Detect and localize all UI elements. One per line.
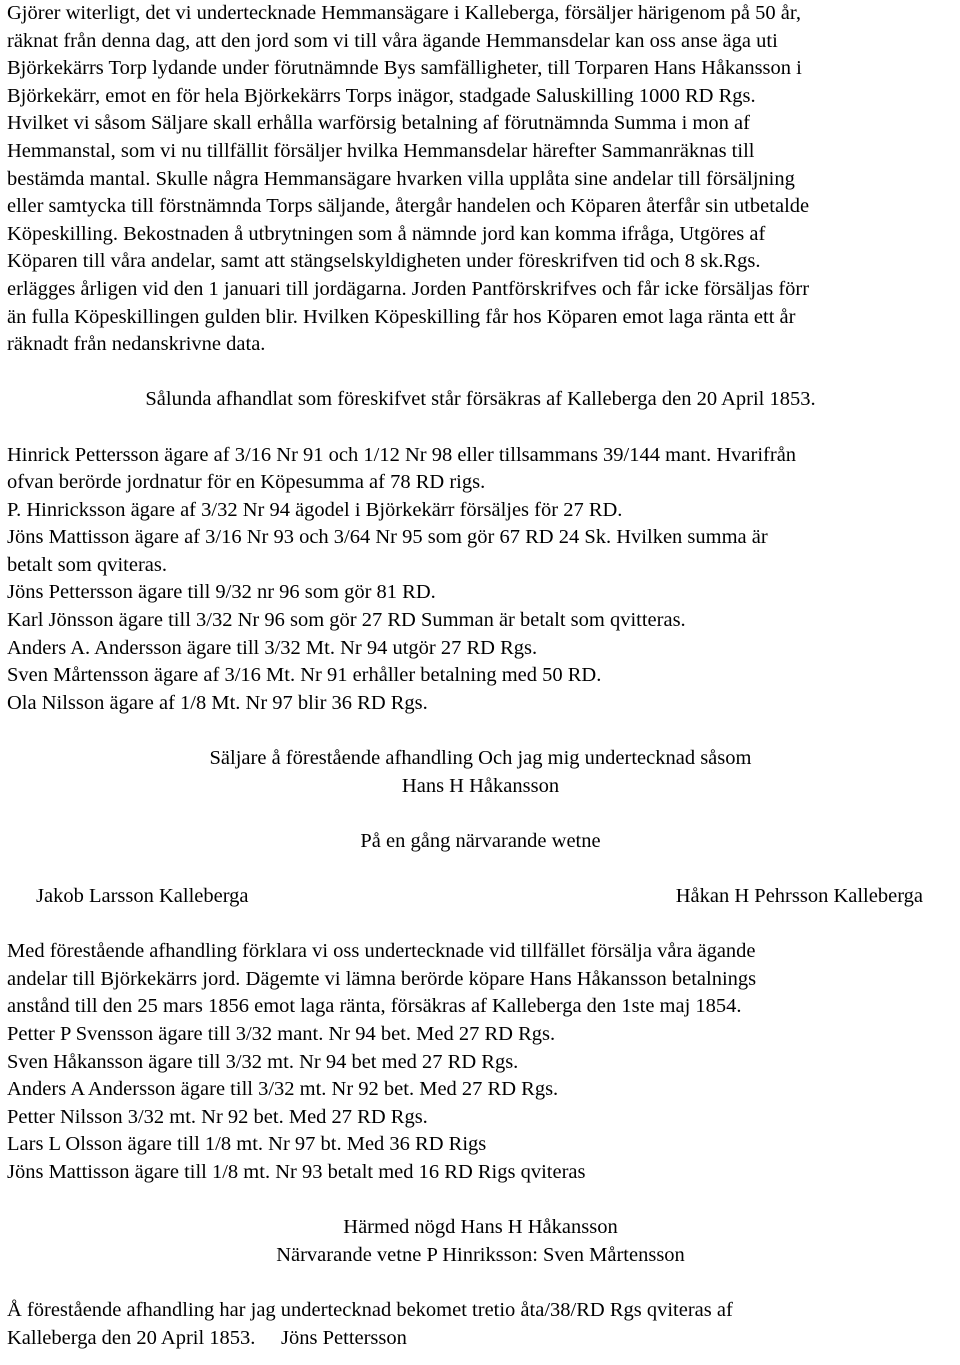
text-line: På en gång närvarande wetne (360, 829, 601, 852)
spacer (7, 1269, 954, 1297)
text-line: Hvilket vi såsom Säljare skall erhålla warförsig betalning af förutnämnda Summa i mon af (7, 112, 750, 135)
text-line: Björkekärrs Torp lydande under förutnämnde Bys samfälligheter, till Torparen Hans Håkansson i (7, 57, 802, 80)
text-line: räknadt från nedanskrivne data. (7, 333, 266, 356)
spacer (7, 911, 954, 939)
text-line: räknat från denna dag, att den jord som vi till våra ägande Hemmansdelar kan oss anse äga uti (7, 29, 778, 52)
spacer (7, 1187, 954, 1215)
text-line: ofvan berörde jordnatur för en Köpesumma af 78 RD rigs. (7, 471, 486, 494)
text-line: eller samtycka till förstnämnda Torps säljande, återgår handelen och Köparen återfår sin utbetalde (7, 195, 810, 218)
text-line: Karl Jönsson ägare till 3/32 Nr 96 som gör 27 RD Summan är betalt som qvitteras. (7, 609, 686, 632)
spacer (7, 359, 954, 387)
agreement-line (7, 386, 954, 414)
witness-row (7, 883, 954, 911)
text-line: Petter Nilsson 3/32 mt. Nr 92 bet. Med 27 RD Rgs. (7, 1105, 428, 1128)
text-line: bestämda mantal. Skulle några Hemmansägare hvarken villa upplåta sine andelar till försäljning (7, 167, 795, 190)
text-line: P. Hinricksson ägare af 3/32 Nr 94 ägodel i Björkekärr försäljes för 27 RD. (7, 498, 623, 521)
owners-list (7, 442, 954, 718)
second-paragraph (7, 938, 954, 1186)
text-line: Köparen till våra andelar, samt att stängselskyldigheten under föreskrifven tid och 8 sk.Rgs. (7, 250, 761, 273)
witness-left: Jakob Larsson Kalleberga (36, 885, 249, 907)
text-line: Sven Mårtensson ägare af 3/16 Mt. Nr 91 erhåller betalning med 50 RD. (7, 664, 602, 687)
text-line: Sålunda afhandlat som föreskifvet står försäkras af Kalleberga den 20 April 1853. (145, 388, 816, 411)
spacer (7, 414, 954, 442)
main-paragraph (7, 0, 954, 359)
text-line: Anders A. Andersson ägare till 3/32 Mt. Nr 94 utgör 27 RD Rgs. (7, 636, 538, 659)
text-line: Säljare å förestående afhandling Och jag mig undertecknad såsom (209, 747, 752, 770)
text-line: Petter P Svensson ägare till 3/32 mant. Nr 94 bet. Med 27 RD Rgs. (7, 1022, 556, 1045)
text-line: Å förestående afhandling har jag undertecknad bekomet tretio åta/38/RD Rgs qviteras af (7, 1298, 733, 1321)
satisfied-block (7, 1214, 954, 1269)
seller-signature-block (7, 745, 954, 800)
text-line: Hinrick Pettersson ägare af 3/16 Nr 91 och 1/12 Nr 98 eller tillsammans 39/144 mant. Hvarifrån (7, 443, 797, 466)
text-line: Köpeskilling. Bekostnaden å utbrytningen som å nämnde jord kan komma ifråga, Utgöres af (7, 222, 766, 245)
signature-name: Hans H Håkansson (401, 774, 560, 797)
text-line: betalt som qviteras. (7, 553, 167, 576)
spacer (7, 800, 954, 828)
witness-right: Håkan H Pehrsson Kalleberga (675, 885, 923, 907)
text-line: Kalleberga den 20 April 1853. Jöns Pettersson (7, 1326, 407, 1349)
final-paragraph (7, 1297, 954, 1352)
text-line: Jöns Pettersson ägare till 9/32 nr 96 som gör 81 RD. (7, 581, 436, 604)
text-line: erlägges årligen vid den 1 januari till jordägarna. Jorden Pantförskrifves och får icke försäljas förr (7, 277, 810, 300)
text-line: anstånd till den 25 mars 1856 emot laga ränta, försäkras af Kalleberga den 1ste maj 1854. (7, 995, 742, 1018)
witness-heading (7, 828, 954, 856)
text-line: Hemmanstal, som vi nu tillfällit försäljer hvilka Hemmansdelar härefter Sammanräknas till (7, 139, 755, 162)
text-line: Jöns Mattisson ägare af 3/16 Nr 93 och 3/64 Nr 95 som gör 67 RD 24 Sk. Hvilken summa är (7, 526, 768, 549)
text-line: Jöns Mattisson ägare till 1/8 mt. Nr 93 betalt med 16 RD Rigs qviteras (7, 1160, 586, 1183)
text-line: Anders A Andersson ägare till 3/32 mt. Nr 92 bet. Med 27 RD Rgs. (7, 1078, 559, 1101)
text-line: Sven Håkansson ägare till 3/32 mt. Nr 94 bet med 27 RD Rgs. (7, 1050, 519, 1073)
text-line: andelar till Björkekärrs jord. Dägemte vi lämna berörde köpare Hans Håkansson betalnings (7, 967, 757, 990)
spacer (7, 717, 954, 745)
text-line: Närvarande vetne P Hinriksson: Sven Mårtensson (276, 1243, 685, 1266)
spacer (7, 855, 954, 883)
text-line: Härmed nögd Hans H Håkansson (343, 1216, 618, 1239)
text-line: än fulla Köpeskillingen gulden blir. Hvilken Köpeskilling får hos Köparen emot laga ränta ett år (7, 305, 796, 328)
text-line: Ola Nilsson ägare af 1/8 Mt. Nr 97 blir 36 RD Rgs. (7, 691, 428, 714)
text-line: Gjörer witerligt, det vi undertecknade Hemmansägare i Kalleberga, försäljer härigenom på 50 år, (7, 2, 801, 24)
text-line: Björkekärr, emot en för hela Björkekärrs Torps inägor, stadgade Saluskilling 1000 RD Rgs. (7, 84, 756, 107)
text-line: Med förestående afhandling förklara vi oss undertecknade vid tillfället försälja våra ägande (7, 940, 756, 963)
text-line: Lars L Olsson ägare till 1/8 mt. Nr 97 bt. Med 36 RD Rigs (7, 1133, 487, 1156)
